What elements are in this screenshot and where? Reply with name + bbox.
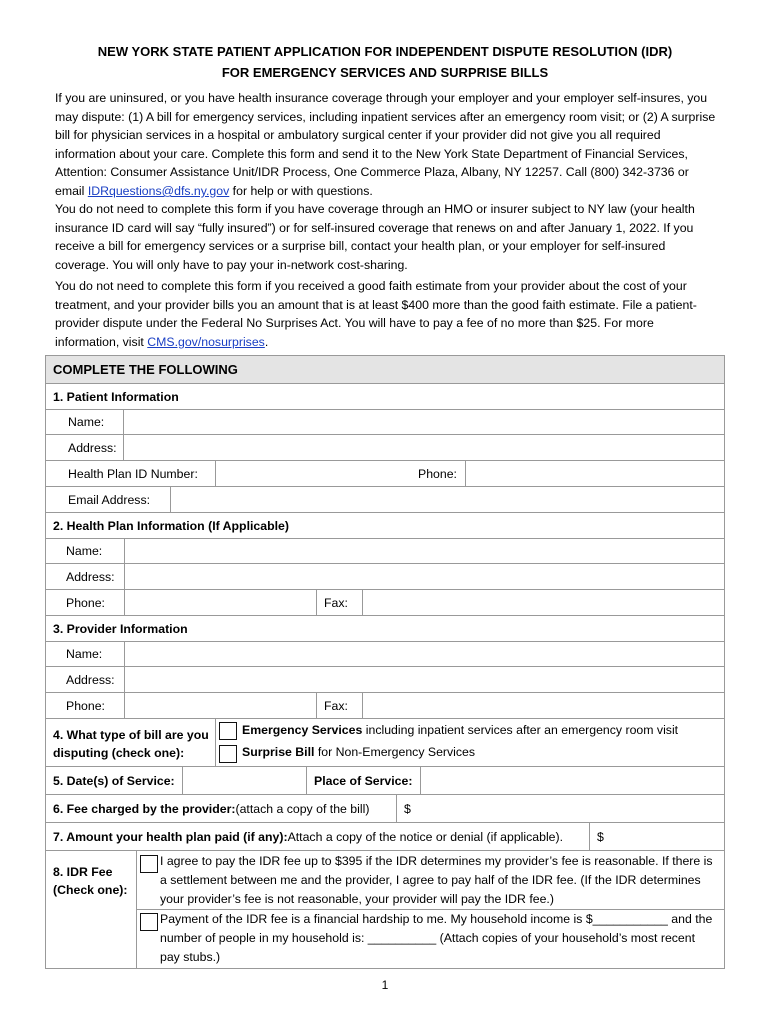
provider-fax-field[interactable] bbox=[362, 693, 724, 718]
health-plan-phone-field[interactable] bbox=[124, 590, 316, 615]
idr-fee-hardship-checkbox[interactable] bbox=[140, 913, 158, 931]
idr-fee-hardship-text: Payment of the IDR fee is a financial hardship to me. My household income is $___________ and the number of people in my household is: __________ (Attach copies of your household’s most recent pay stubs.) bbox=[160, 912, 713, 964]
intro-paragraph-2: You do not need to complete this form if you have coverage through an HMO or insurer subject to NY law (your health insurance ID card will say “fully insured”) or for self-insured coverage that renews on and after January 1, 2022. If you receive a bill for emergency services or a surprise bill, contact your health plan, or your employer for self-insured coverage. You will only have to pay your in-network cost-sharing. bbox=[55, 202, 695, 272]
dates-of-service-field[interactable] bbox=[182, 767, 306, 794]
patient-section-heading: 1. Patient Information bbox=[53, 389, 179, 404]
fee-charged-field[interactable]: $ bbox=[396, 795, 724, 822]
provider-fax-label: Fax: bbox=[316, 693, 362, 718]
health-plan-section-heading: 2. Health Plan Information (If Applicable) bbox=[53, 518, 289, 533]
intro-paragraph-3: You do not need to complete this form if you received a good faith estimate from your provider about the cost of your treatment, and your provider bills you an amount that is at least $400 more than the good faith estimate. File a patient-provider dispute under the Federal No Surprises Act. You will have to pay a fee of no more than $25. For more information, visit CMS.gov/nosurprises. bbox=[55, 279, 697, 349]
idr-fee-option-1 bbox=[136, 851, 724, 910]
amount-paid-label: 7. Amount your health plan paid (if any): Attach a copy of the notice or denial (if applicable). bbox=[53, 829, 564, 844]
emergency-services-option: Emergency Services including inpatient services after an emergency room visit bbox=[242, 723, 679, 737]
patient-address-label: Address: bbox=[68, 440, 117, 455]
surprise-bill-option: Surprise Bill for Non-Emergency Services bbox=[242, 745, 476, 759]
patient-plan-id-label: Health Plan ID Number: bbox=[68, 466, 198, 481]
provider-phone-label: Phone: bbox=[66, 698, 105, 713]
bill-type-options bbox=[215, 719, 724, 766]
fee-charged-label: 6. Fee charged by the provider: (attach a copy of the bill) bbox=[53, 801, 370, 816]
patient-name-label: Name: bbox=[68, 415, 105, 429]
health-plan-phone-label: Phone: bbox=[66, 595, 105, 610]
amount-paid-field[interactable]: $ bbox=[589, 823, 724, 850]
patient-address-field[interactable] bbox=[123, 435, 724, 460]
health-plan-name-label: Name: bbox=[66, 544, 103, 558]
cms-link[interactable]: CMS.gov/nosurprises bbox=[147, 334, 265, 349]
intro-paragraph-1: If you are uninsured, or you have health insurance coverage through your employer and your employer self-insures, you may dispute: (1) A bill for emergency services, including inpatient services after an emergency room visit; or (2) A surprise bill for physician services in a hospital or ambulatory surgical center if your provider did not give you all required information about your care. Complete this form and send it to the New York State Department of Financial Services, Attention: Consumer Assistance Unit/IDR Process, One Commerce Plaza, Albany, NY 12257. Call (800) 342-3736 or email IDRquestions@dfs.ny.gov for help or with questions. bbox=[55, 91, 716, 198]
patient-email-label: Email Address: bbox=[68, 492, 151, 507]
patient-name-field[interactable] bbox=[123, 410, 724, 434]
health-plan-name-field[interactable] bbox=[124, 539, 724, 563]
health-plan-fax-field[interactable] bbox=[362, 590, 724, 615]
provider-name-label: Name: bbox=[66, 647, 103, 661]
provider-address-field[interactable] bbox=[124, 667, 724, 692]
place-of-service-label: Place of Service: bbox=[306, 767, 420, 794]
provider-name-field[interactable] bbox=[124, 642, 724, 666]
title-line-1: NEW YORK STATE PATIENT APPLICATION FOR INDEPENDENT DISPUTE RESOLUTION (IDR) bbox=[97, 44, 673, 59]
email-link[interactable]: IDRquestions@dfs.ny.gov bbox=[87, 183, 230, 198]
application-form bbox=[45, 355, 725, 969]
patient-phone-label: Phone: bbox=[418, 466, 457, 481]
emergency-services-checkbox[interactable] bbox=[219, 722, 237, 740]
idr-fee-label: 8. IDR Fee (Check one): bbox=[53, 864, 128, 897]
surprise-bill-checkbox[interactable] bbox=[219, 745, 237, 763]
bill-type-label: 4. What type of bill are you disputing (check one): bbox=[53, 727, 209, 760]
dates-of-service-label: 5. Date(s) of Service: bbox=[53, 773, 175, 788]
health-plan-address-field[interactable] bbox=[124, 564, 724, 589]
form-header: COMPLETE THE FOLLOWING bbox=[46, 356, 724, 383]
page-number: 1 bbox=[381, 978, 389, 992]
patient-plan-id-field[interactable] bbox=[215, 461, 411, 486]
idr-fee-option-2 bbox=[136, 910, 724, 968]
provider-phone-field[interactable] bbox=[124, 693, 316, 718]
provider-section-heading: 3. Provider Information bbox=[53, 621, 188, 636]
health-plan-fax-label: Fax: bbox=[316, 590, 362, 615]
patient-email-field[interactable] bbox=[170, 487, 724, 512]
form-header-row bbox=[46, 356, 724, 384]
place-of-service-field[interactable] bbox=[420, 767, 724, 794]
provider-address-label: Address: bbox=[66, 672, 115, 687]
health-plan-address-label: Address: bbox=[66, 569, 115, 584]
title-line-2: FOR EMERGENCY SERVICES AND SURPRISE BILLS bbox=[221, 65, 549, 80]
idr-fee-agree-checkbox[interactable] bbox=[140, 855, 158, 873]
patient-phone-field[interactable] bbox=[465, 461, 724, 486]
idr-fee-agree-text: I agree to pay the IDR fee up to $395 if the IDR determines my provider’s fee is reasonable. If there is a settlement between me and the provider, I agree to pay half of the IDR fee. (If the IDR determines your provider’s fee is not reasonable, your provider will pay the IDR fee.) bbox=[160, 854, 713, 906]
